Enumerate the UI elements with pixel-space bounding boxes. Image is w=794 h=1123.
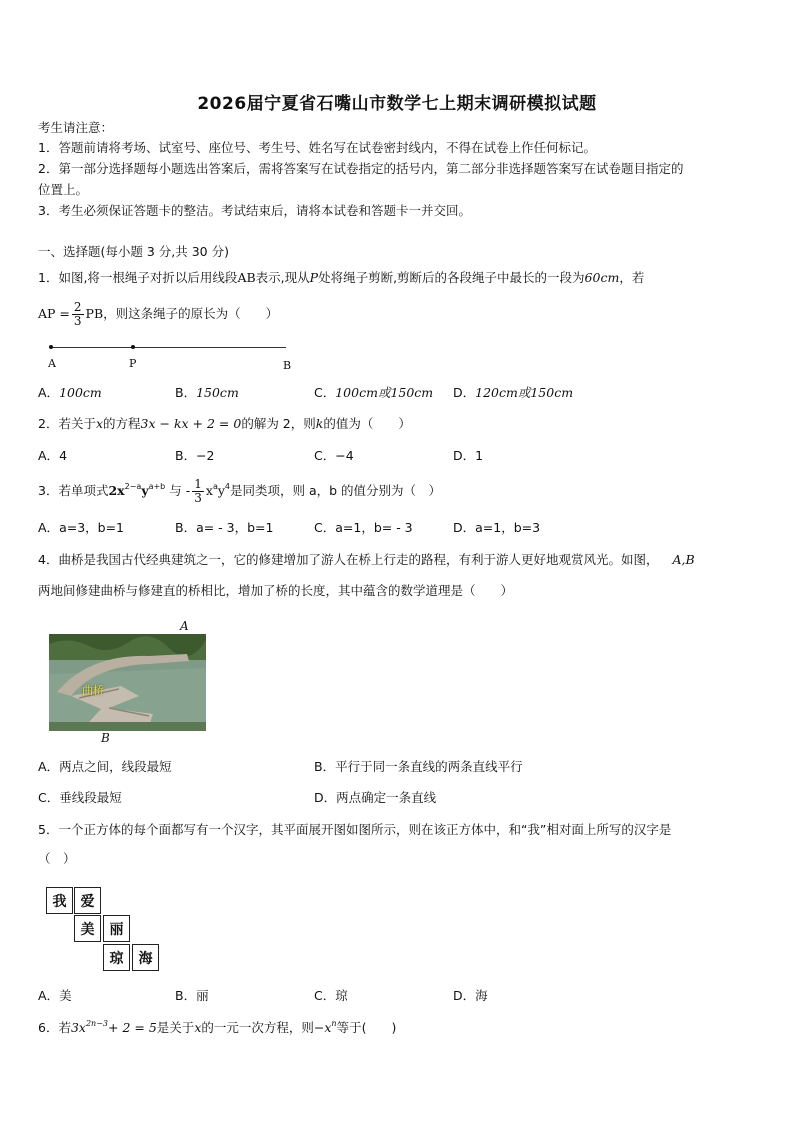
q1-option-d[interactable]: D．120cm或150cm [453,385,574,400]
q1-option-c[interactable]: C．100cm或150cm [314,385,434,400]
q6-stem: 6．若$3x^{2n-3}+ 2 = 5$是关于x的一元一次方程，则$-x^n$等于( ) [38,1019,397,1035]
label-b: B [283,359,292,372]
q1-text-d: ，若 [619,270,645,285]
q2-option-c[interactable]: C．−4 [314,448,354,463]
q1-line2 [38,299,278,329]
q1-length: 60cm [584,270,620,285]
q1-text-b: 表示,现从 [255,270,310,285]
q3-option-d[interactable]: D．a=1，b=3 [453,520,541,535]
notice-item-2-cont: 位置上。 [38,182,89,197]
q4-option-a[interactable]: A．两点之间，线段最短 [38,759,172,774]
point-p-dot [131,345,135,349]
bridge-label: 曲桥 [82,684,104,697]
segment-line [50,347,286,348]
q1-ap: AP = [38,306,70,321]
q1-segment-figure [50,344,286,352]
net-cell-1: 我 [46,887,73,914]
q4-option-c[interactable]: C．垂线段最短 [38,790,122,805]
q3-option-a[interactable]: A．a=3，b=1 [38,520,125,535]
q3-option-b[interactable]: B．a= - 3，b=1 [175,520,274,535]
q4-option-b[interactable]: B．平行于同一条直线的两条直线平行 [314,759,523,774]
q1-text-c: 处将绳子剪断,剪断后的各段绳子中最长的一段为 [318,270,585,285]
q5-option-b[interactable]: B．丽 [175,988,209,1003]
net-cell-3: 美 [74,915,101,942]
q1-point-p: P [309,270,319,285]
notice-heading: 考生请注意： [38,120,114,135]
q1-segment-ab: AB [237,270,256,285]
notice-item-2: 2．第一部分选择题每小题选出答案后，需将答案写在试卷指定的括号内，第二部分非选择题答案写在试卷题目指定的 [38,161,684,176]
q4-line1: 4．曲桥是我国古代经典建筑之一，它的修建增加了游人在桥上行走的路程，有利于游人更好地观赏风光。如图， A,B [38,552,695,567]
page-title: 2026届宁夏省石嘴山市数学七上期末调研模拟试题 [197,94,597,114]
q4-label-b: B [101,731,110,745]
q3-stem: 3．若单项式$2x^{2-a}y^{a+b}$ 与 - $\frac{1}{3}$ $x^ay^4$是同类项，则 a，b 的值分别为（ ） [38,477,442,505]
cube-net [46,887,162,973]
net-cell-4: 丽 [103,915,130,942]
q1-option-b[interactable]: B．150cm [175,385,239,400]
net-cell-6: 海 [132,944,159,971]
net-cell-2: 爱 [74,887,101,914]
q5-line2: （ ） [38,851,76,866]
notice-item-1: 1．答题前请将考场、试室号、座位号、考生号、姓名写在试卷密封线内，不得在试卷上作任何标记。 [38,140,596,155]
notice-item-3: 3．考生必须保证答题卡的整洁。考试结束后，请将本试卷和答题卡一并交回。 [38,203,471,218]
q2-option-b[interactable]: B．−2 [175,448,215,463]
q2-option-a[interactable]: A．4 [38,448,68,463]
q1-text-a: 1．如图,将一根绳子对折以后用线段 [38,270,238,285]
section-title: 一、选择题(每小题 3 分,共 30 分) [38,244,229,259]
q3-fraction: $\frac{1}{3}$ [194,477,202,505]
q4-option-d[interactable]: D．两点确定一条直线 [314,790,437,805]
q4-label-a: A [180,619,189,633]
q1-option-a[interactable]: A．100cm [38,385,102,400]
label-p: P [129,357,137,370]
q4-line2: 两地间修建曲桥与修建直的桥相比，增加了桥的长度，其中蕴含的数学道理是（ ） [38,583,514,598]
net-cell-5: 琼 [103,944,130,971]
q1-frac-num: 2 [73,300,82,314]
bridge-illustration [49,634,206,731]
q5-option-a[interactable]: A．美 [38,988,72,1003]
bridge-photo [49,634,206,731]
q1-frac-den: 3 [73,314,82,328]
q5-option-d[interactable]: D．海 [453,988,488,1003]
q1-pb: PB [85,306,104,321]
q5-option-c[interactable]: C．琼 [314,988,348,1003]
q5-line1: 5．一个正方体的每个面都写有一个汉字，其平面展开图如图所示，则在该正方体中，和“我”相对面上所写的汉字是 [38,822,672,837]
q3-option-c[interactable]: C．a=1，b= - 3 [314,520,413,535]
q1-line1 [38,269,644,287]
q2-stem: 2．若关于x的方程3x − kx + 2 = 0的解为 2，则k的值为（ ） [38,416,411,431]
point-a-dot [49,345,53,349]
label-a: A [48,357,56,370]
q1-fraction [72,301,84,328]
q1-question: ，则这条绳子的原长为（ ） [103,306,279,321]
q2-option-d[interactable]: D．1 [453,448,484,463]
